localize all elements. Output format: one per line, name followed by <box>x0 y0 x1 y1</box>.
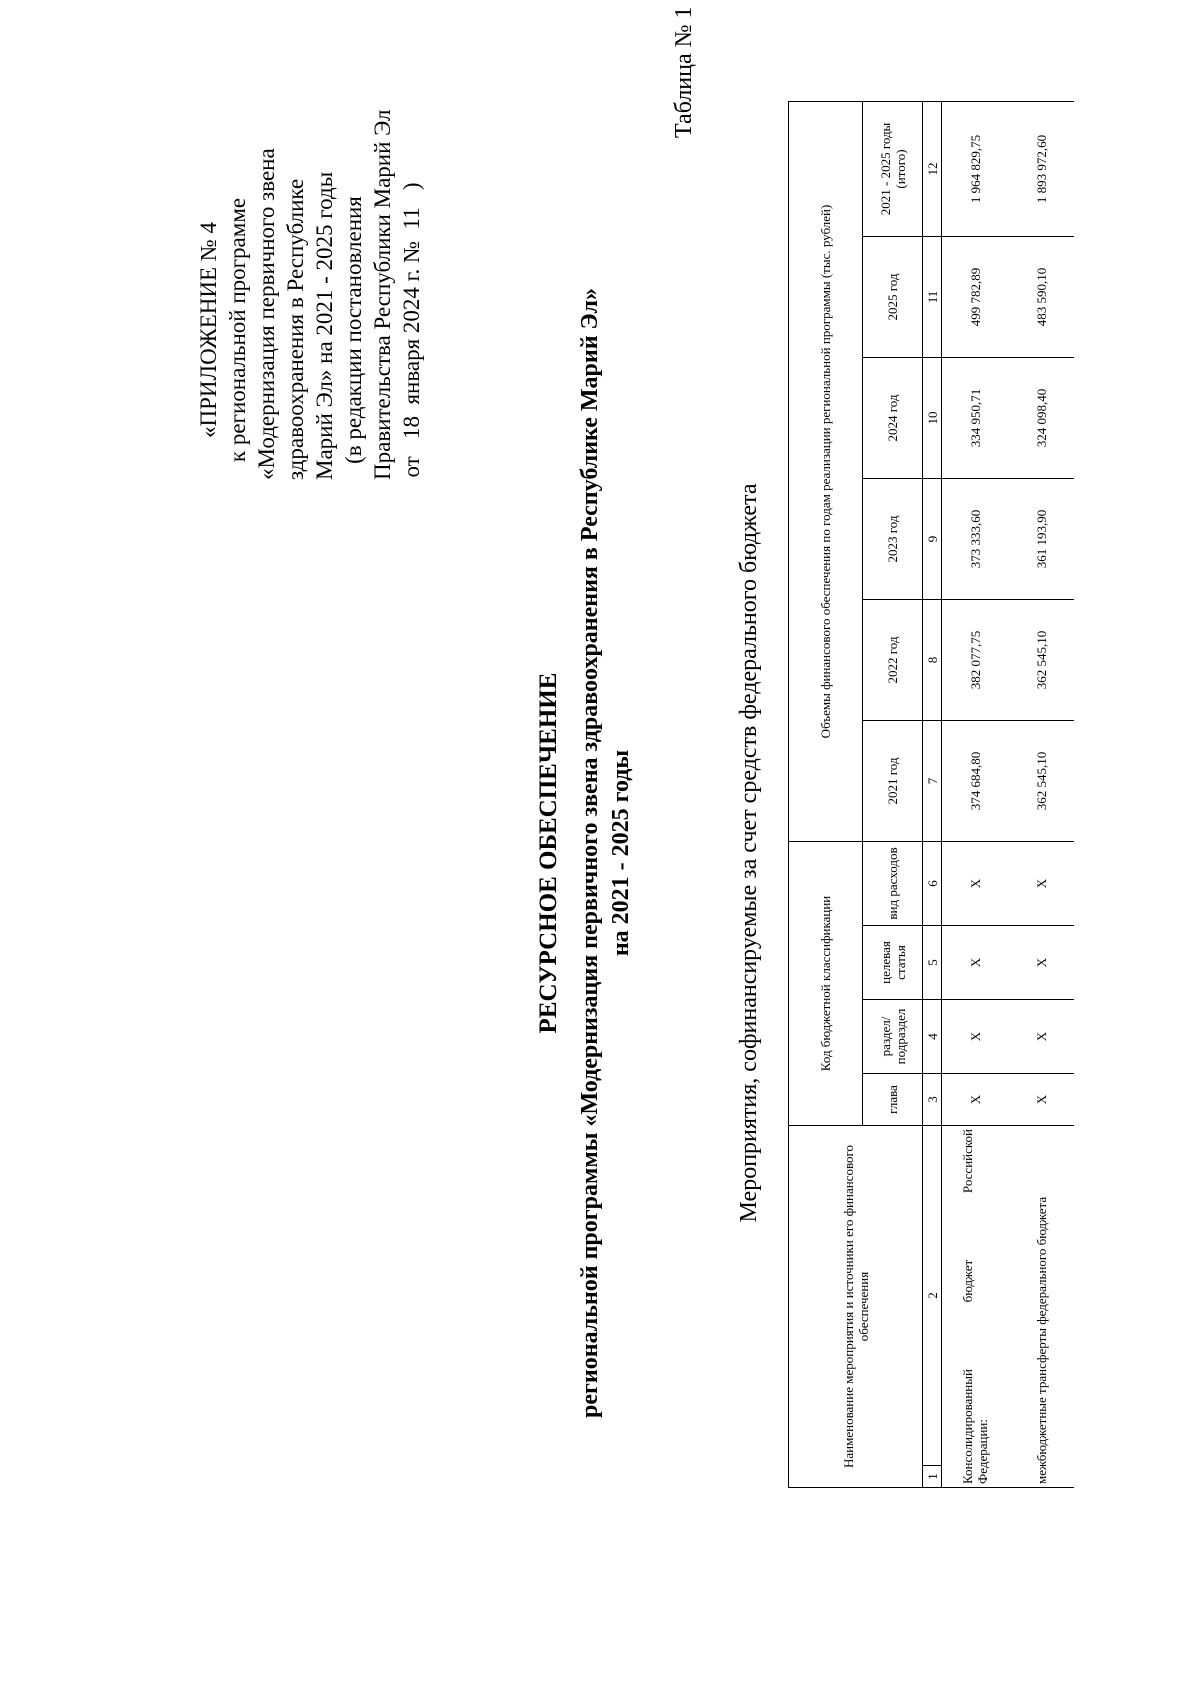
cell-total: 1 964 829,75 <box>942 101 1009 236</box>
appendix-line: (в редакции постановления <box>341 196 366 464</box>
appendix-line: от 18 января 2024 г. № 11 ) <box>399 182 424 478</box>
table-row <box>942 101 1009 1487</box>
cell-2023: 361 193,90 <box>1008 478 1074 599</box>
appendix-line: к региональной программе <box>225 197 250 463</box>
cell-2024: 324 098,40 <box>1008 357 1074 478</box>
cell-expense-type: Х <box>1008 841 1074 925</box>
column-number-row <box>923 101 942 1487</box>
header-2024: 2024 год <box>863 357 923 478</box>
appendix-line: «Модернизация первичного звена <box>254 148 279 480</box>
appendix-line: «ПРИЛОЖЕНИЕ № 4 <box>196 221 221 439</box>
header-2023: 2023 год <box>863 478 923 599</box>
column-number: 9 <box>923 478 942 599</box>
cell-target: Х <box>942 925 1009 999</box>
appendix-line: Марий Эл» на 2021 - 2025 годы <box>312 171 337 480</box>
header-target: целевая статья <box>863 925 923 999</box>
cell-section: Х <box>942 999 1009 1073</box>
column-number: 2 <box>923 1125 942 1465</box>
document-title-program: региональной программы «Модернизация первичного звена здравоохранения в Республике Марий Эл» <box>577 288 603 1418</box>
header-expense-type: вид расходов <box>863 841 923 925</box>
header-2021: 2021 год <box>863 720 923 841</box>
row-name-part: Консолидированный <box>960 1369 975 1484</box>
appendix-block <box>194 109 426 480</box>
appendix-line: здравоохранения в Республике <box>283 178 308 480</box>
row-name: межбюджетные трансферты федерального бюджета <box>1008 1125 1074 1487</box>
cell-total: 1 893 972,60 <box>1008 101 1074 236</box>
header-section: раздел/ подраздел <box>863 999 923 1073</box>
document-title: РЕСУРСНОЕ ОБЕСПЕЧЕНИЕ <box>535 672 562 1034</box>
cell-2024: 334 950,71 <box>942 357 1009 478</box>
cell-2023: 373 333,60 <box>942 478 1009 599</box>
column-number: 12 <box>923 101 942 236</box>
row-name <box>942 1125 1009 1487</box>
row-name-part: Российской <box>960 1129 975 1194</box>
column-number: 7 <box>923 720 942 841</box>
column-number: 4 <box>923 999 942 1073</box>
header-2025: 2025 год <box>863 236 923 357</box>
document-title-years: на 2021 - 2025 годы <box>608 749 634 957</box>
resource-table <box>788 101 1074 1488</box>
column-number: 6 <box>923 841 942 925</box>
header-budget-code: Код бюджетной классификации <box>789 841 863 1125</box>
column-number: 10 <box>923 357 942 478</box>
table-subtitle: Мероприятия, софинансируемые за счет средств федерального бюджета <box>736 483 762 1223</box>
cell-2022: 362 545,10 <box>1008 599 1074 720</box>
cell-2025: 483 590,10 <box>1008 236 1074 357</box>
header-volumes: Объемы финансового обеспечения по годам реализации региональной программы (тыс. рублей) <box>789 101 863 841</box>
header-2022: 2022 год <box>863 599 923 720</box>
cell-chapter: Х <box>942 1073 1009 1125</box>
column-number: 3 <box>923 1073 942 1125</box>
appendix-line: Правительства Республики Марий Эл <box>370 109 395 480</box>
cell-chapter: Х <box>1008 1073 1074 1125</box>
column-number: 11 <box>923 236 942 357</box>
cell-target: Х <box>1008 925 1074 999</box>
cell-2025: 499 782,89 <box>942 236 1009 357</box>
cell-2021: 362 545,10 <box>1008 720 1074 841</box>
header-total: 2021 - 2025 годы (итого) <box>863 101 923 236</box>
header-name: Наименование мероприятия и источники его финансового обеспечения <box>789 1125 923 1487</box>
column-number: 5 <box>923 925 942 999</box>
cell-2021: 374 684,80 <box>942 720 1009 841</box>
column-number: 8 <box>923 599 942 720</box>
row-name-part: бюджет <box>960 1259 975 1303</box>
table-number: Таблица № 1 <box>671 6 697 138</box>
row-name-part: Федерации: <box>975 1418 990 1484</box>
table-row <box>1008 101 1074 1487</box>
column-number: 1 <box>923 1466 942 1488</box>
cell-expense-type: Х <box>942 841 1009 925</box>
header-chapter: глава <box>863 1073 923 1125</box>
cell-2022: 382 077,75 <box>942 599 1009 720</box>
cell-section: Х <box>1008 999 1074 1073</box>
